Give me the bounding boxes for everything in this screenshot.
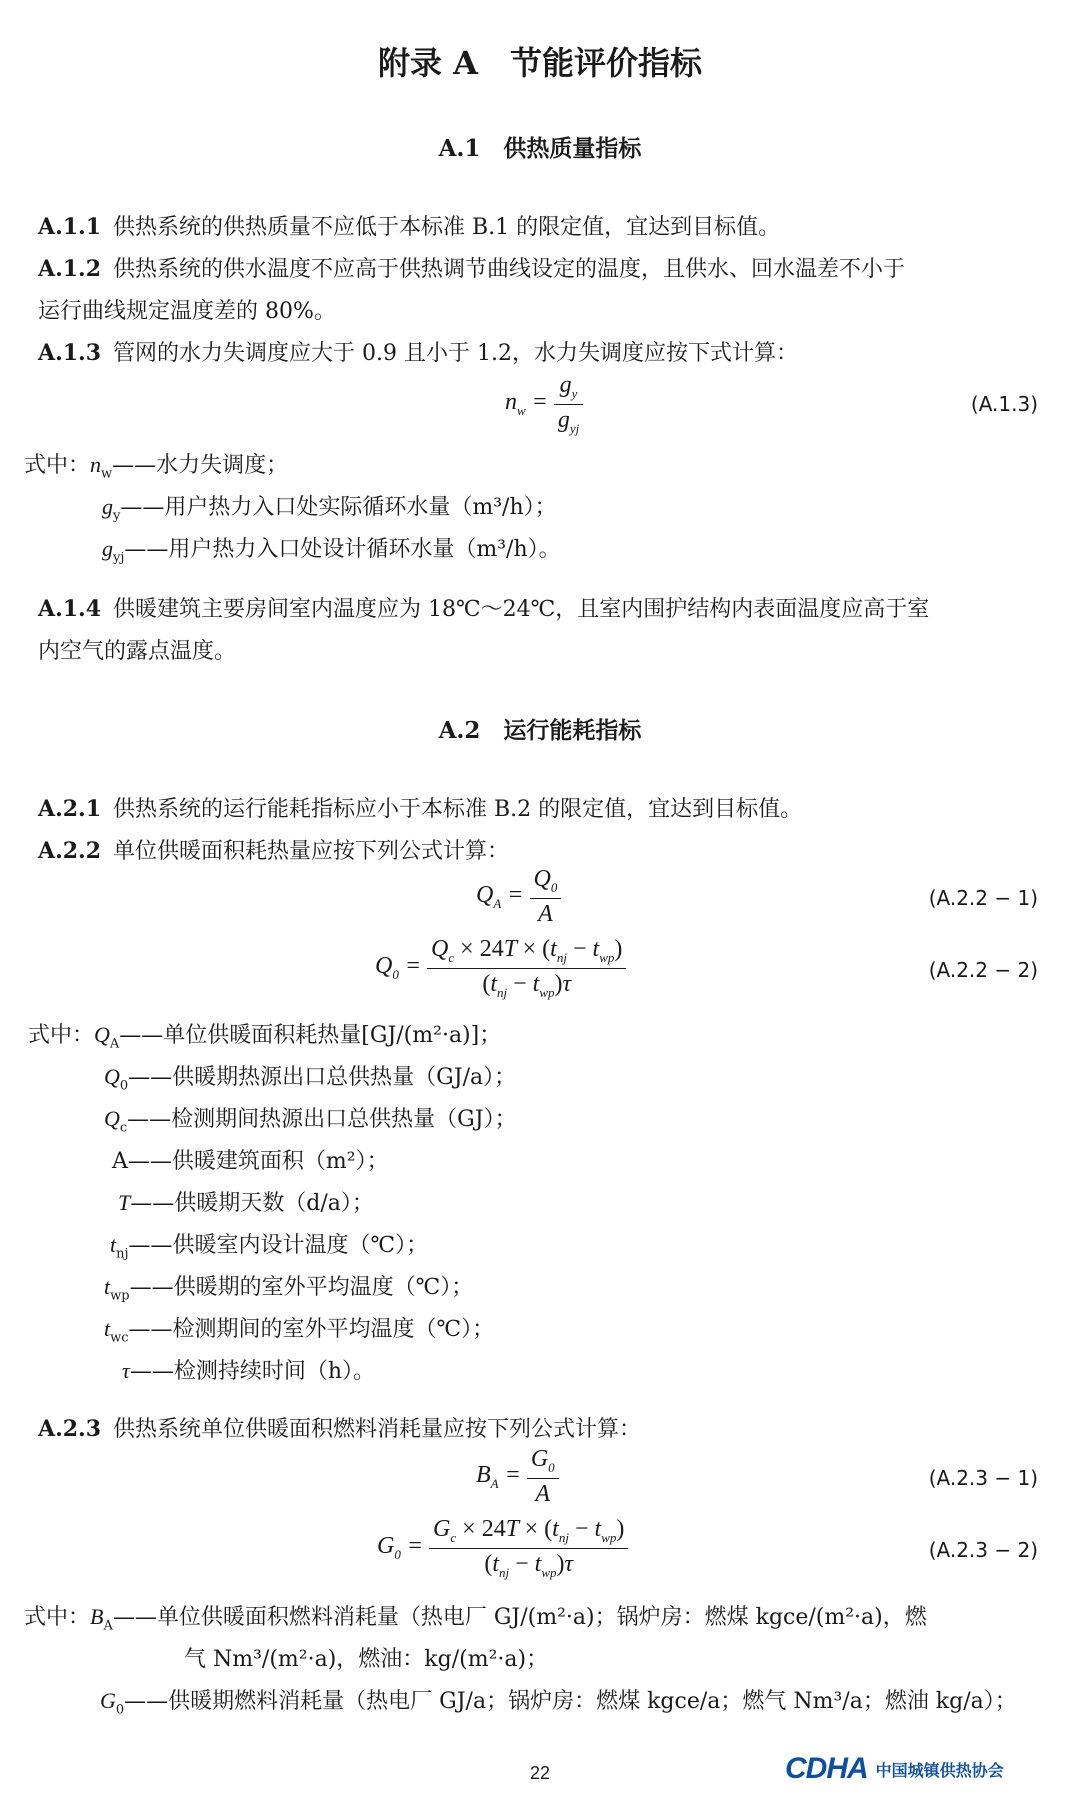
definition-g0: $G_0——$供暖期燃料消耗量（热电厂 GJ/a；锅炉房：燃煤 kgce/a；燃气 Nm³/a；燃油 kg/a）； (100, 1688, 1017, 1718)
appendix-title: 附录 A 节能评价指标 (378, 44, 702, 82)
equation-a-2-3-1: $B_A$ = $\frac{G_0}{A}$ (476, 1446, 559, 1508)
clause-a-1-2-cont: 运行曲线规定温度差的 80%。 (38, 299, 336, 324)
definition-text: ——供暖期燃料消耗量（热电厂 GJ/a；锅炉房：燃煤 kgce/a；燃气 Nm³/a；燃油 kg/a）； (124, 1689, 1017, 1714)
definition-text: ——单位供暖面积燃料消耗量（热电厂 GJ/(m²·a)；锅炉房：燃煤 kgce/(m²·a)，燃 (112, 1605, 927, 1630)
definition-qa: 式中：$Q_A——$单位供暖面积耗热量[GJ/(m²·a)]； (28, 1022, 502, 1052)
clause-text: 供热系统的供热质量不应低于本标准 B.1 的限定值，宜达到目标值。 (113, 215, 781, 240)
definition-twp: $t_{wp}——$供暖期的室外平均温度（℃）； (104, 1274, 474, 1304)
equation-number: (A.1.3) (970, 392, 1038, 416)
equation-a-1-3: $n_w$ = $\frac{g_y}{g_{yj}}$ (505, 372, 583, 437)
cdha-logo (785, 1752, 1004, 1786)
definition-tnj: $t_{nj}——$供暖室内设计温度（℃）； (110, 1232, 429, 1262)
definition-text: ——检测期间热源出口总供热量（GJ）； (127, 1107, 517, 1132)
where-label: 式中： (28, 1023, 95, 1048)
definition-text: ——用户热力入口处实际循环水量（m³/h）； (120, 495, 557, 520)
definition-nw: 式中：$n_w——$水力失调度； (24, 452, 289, 482)
definition-tau: τ——检测持续时间（h）。 (122, 1358, 376, 1384)
association-name: 中国城镇供热协会 (875, 1760, 1004, 1780)
equation-number: (A.2.2 − 2) (928, 958, 1038, 982)
section-heading-a2: A.2 运行能耗指标 (438, 717, 642, 744)
equation-a-2-3-2: $G_0$ = $\frac{G_c \times 24T \times (t_{nj} - t_{wp})}{(t_{nj} - t_{wp})\tau}$ (377, 1516, 628, 1581)
clause-number: A.2.1 (38, 796, 102, 822)
clause-number: A.2.2 (38, 838, 102, 864)
equation-number: (A.2.2 − 1) (928, 886, 1038, 910)
equation-number: (A.2.3 − 1) (928, 1466, 1038, 1490)
definition-ba-cont: 气 Nm³/(m²·a)，燃油：kg/(m²·a)； (184, 1647, 549, 1672)
definition-twc: $t_{wc}——$检测期间的室外平均温度（℃）； (104, 1316, 495, 1346)
definition-text: ——水力失调度； (112, 453, 289, 478)
clause-text: 供热系统单位供暖面积燃料消耗量应按下列公式计算： (113, 1417, 642, 1442)
equation-number: (A.2.3 − 2) (928, 1538, 1038, 1562)
clause-a-2-2 (38, 834, 509, 865)
definition-t: T——供暖期天数（d/a）； (118, 1190, 374, 1216)
clause-text: 供热系统的运行能耗指标应小于本标准 B.2 的限定值，宜达到目标值。 (113, 797, 803, 822)
definition-text: ——供暖室内设计温度（℃）； (128, 1233, 429, 1258)
equation-a-2-2-1: $Q_A$ = $\frac{Q_0}{A}$ (476, 866, 561, 928)
clause-number: A.1.1 (38, 214, 102, 240)
definition-text: ——供暖期热源出口总供热量（GJ/a）； (128, 1065, 517, 1090)
definition-text: ——单位供暖面积耗热量[GJ/(m²·a)]； (119, 1023, 502, 1048)
clause-a-1-2 (38, 252, 905, 283)
clause-text: 供热系统的供水温度不应高于供热调节曲线设定的温度，且供水、回水温差不小于 (113, 257, 906, 282)
definition-text: ——检测持续时间（h）。 (129, 1359, 376, 1384)
definition-qc: $Q_c——$检测期间热源出口总供热量（GJ）； (104, 1106, 517, 1136)
clause-a-1-4 (38, 592, 929, 623)
clause-text: 管网的水力失调度应大于 0.9 且小于 1.2，水力失调度应按下式计算： (113, 341, 798, 366)
page-number: 22 (529, 1763, 551, 1783)
where-label: 式中： (24, 453, 91, 478)
definition-text: ——检测期间的室外平均温度（℃）； (128, 1317, 495, 1342)
clause-number: A.1.2 (38, 256, 102, 282)
definition-ba: 式中：$B_A——$单位供暖面积燃料消耗量（热电厂 GJ/(m²·a)；锅炉房：燃煤 kgce/(m²·a)，燃 (24, 1604, 927, 1634)
definition-gyj: $g_{yj}——$用户热力入口处设计循环水量（m³/h）。 (102, 536, 561, 566)
definition-q0: $Q_0——$供暖期热源出口总供热量（GJ/a）； (104, 1064, 517, 1094)
where-label: 式中： (24, 1605, 91, 1630)
clause-text: 供暖建筑主要房间室内温度应为 18℃～24℃，且室内围护结构内表面温度应高于室 (113, 597, 930, 622)
clause-number: A.1.4 (38, 596, 102, 622)
definition-a: A——供暖建筑面积（m²）； (112, 1149, 389, 1174)
section-heading-a1: A.1 供热质量指标 (438, 135, 642, 162)
definition-gy: $g_y——$用户热力入口处实际循环水量（m³/h）； (102, 494, 557, 524)
cdha-logo-icon: CDHA (785, 1752, 868, 1785)
definition-text: ——供暖期的室外平均温度（℃）； (129, 1275, 474, 1300)
clause-a-1-1 (38, 210, 780, 241)
clause-a-2-3 (38, 1412, 641, 1443)
definition-text: ——供暖建筑面积（m²）； (127, 1149, 389, 1174)
definition-text: ——供暖期天数（d/a）； (130, 1191, 374, 1216)
equation-a-2-2-2: $Q_0$ = $\frac{Q_c \times 24T \times (t_{nj} - t_{wp})}{(t_{nj} - t_{wp})\tau}$ (375, 936, 626, 1001)
definition-text: ——用户热力入口处设计循环水量（m³/h）。 (124, 537, 561, 562)
clause-a-1-3 (38, 336, 798, 367)
clause-a-2-1 (38, 792, 802, 823)
clause-number: A.2.3 (38, 1416, 102, 1442)
clause-a-1-4-cont: 内空气的露点温度。 (38, 639, 237, 664)
clause-text: 单位供暖面积耗热量应按下列公式计算： (113, 839, 510, 864)
clause-number: A.1.3 (38, 340, 102, 366)
